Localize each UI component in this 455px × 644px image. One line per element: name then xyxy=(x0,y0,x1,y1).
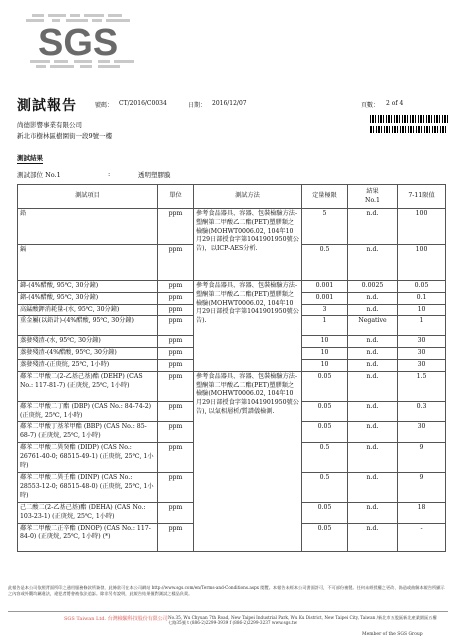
cell-limit: 0.3 xyxy=(398,401,446,422)
cell-limit: 100 xyxy=(398,245,446,281)
cell-unit: ppm xyxy=(158,472,194,502)
cell-unit: ppm xyxy=(158,209,194,245)
cell-result: n.d. xyxy=(348,401,398,422)
cell-mdl: 3 xyxy=(302,304,348,316)
cell-result: n.d. xyxy=(348,348,398,360)
page-label: 頁數： xyxy=(361,102,380,109)
cell-method: 參考食品器具、容器、包裝檢驗方法-塑酮第二甲酸乙二酯(PET)塑膠類之檢驗(MOHWT0006.02, 104年10月29日部授食字第1041901950號公告)，以ICP-AES分析. xyxy=(194,209,302,281)
cell-method: 參考食品器具、容器、包裝檢驗方法-塑酮第二甲酸乙二酯(PET)塑膠類之檢驗(MOHWT0006.02, 104年10月29日部授食字第1041901950號公告), 以氣相層析/質譜儀檢測. xyxy=(194,371,302,551)
cell-limit: 9 xyxy=(398,472,446,502)
cell-unit: ppm xyxy=(158,422,194,443)
cell-item: 銻-(4%醋酸, 95℃, 30分鐘) xyxy=(18,281,158,293)
member-note: Member of the SGS Group xyxy=(362,632,423,637)
cell-limit: 100 xyxy=(398,209,446,245)
cell-mdl: 0.05 xyxy=(302,422,348,443)
company-name: 尚德影響事業有限公司 xyxy=(17,121,82,129)
cell-limit: 1 xyxy=(398,316,446,336)
cell-method: 參考食品器具、容器、包裝檢驗方法-塑酮第二甲酸乙二酯(PET)塑膠類之檢驗(MOHWT0006.02, 104年10月29日部授食字第1041901950號公告). xyxy=(194,281,302,372)
header-result-no: No.1 xyxy=(365,196,380,204)
cell-unit: ppm xyxy=(158,304,194,316)
cell-item: 鄰苯二甲酸二異癸酯 (DIDP) (CAS No.: 26761-40-0; 68515-49-1) (正庚烷, 25℃, 1小時) xyxy=(18,442,158,472)
cell-limit: 1.5 xyxy=(398,371,446,401)
cell-unit: ppm xyxy=(158,442,194,472)
cell-result: Negative xyxy=(348,316,398,336)
cell-item: 鄰苯二甲酸二異壬酯 (DINP) (CAS No.: 28553-12-0; 68515-48-0) (正庚烷, 25℃, 1小時) xyxy=(18,472,158,502)
cell-result: n.d. xyxy=(348,336,398,348)
cell-mdl: 10 xyxy=(302,336,348,348)
cell-item: 蒸發殘渣-(4%醋酸, 95℃, 30分鐘) xyxy=(18,348,158,360)
barcode-2 xyxy=(370,126,448,133)
cell-unit: ppm xyxy=(158,316,194,336)
cell-unit: ppm xyxy=(158,292,194,304)
cell-mdl: 0.5 xyxy=(302,442,348,472)
cell-result: n.d. xyxy=(348,292,398,304)
cell-mdl: 5 xyxy=(302,209,348,245)
cell-mdl: 0.001 xyxy=(302,281,348,293)
cell-result: n.d. xyxy=(348,442,398,472)
table-row xyxy=(18,209,446,245)
report-date: 2016/12/07 xyxy=(212,100,247,107)
cell-result: n.d. xyxy=(348,245,398,281)
footer-disclaimer: 此報告是本公司依照背面所印之通用服務條款所簽發，此條款可在本公司網站 http://www.sgs.com/en/Terms-and-Conditions.aspx 閱覽。本報告未經本公司書面許可，不可部份複製。任何未經授權之更改、偽造或曲解本報告所顯示之內容或外觀均屬違法，違犯者將會被依法追訴。除非另有說明，此報告結果僅對測試之樣品負責。 xyxy=(8,585,445,596)
table-header-row xyxy=(18,185,446,209)
header-method: 測試方法 xyxy=(194,185,302,209)
header-mdl: 定量極限 xyxy=(302,185,348,209)
cell-result: n.d. xyxy=(348,209,398,245)
cell-limit: 30 xyxy=(398,348,446,360)
sgs-logo xyxy=(22,12,142,72)
table-row xyxy=(18,371,446,401)
header-item: 測試項目 xyxy=(18,185,158,209)
header-unit: 單位 xyxy=(158,185,194,209)
cell-unit: ppm xyxy=(158,245,194,281)
results-table xyxy=(17,184,446,552)
report-no: CT/2016/C0034 xyxy=(119,100,167,107)
footer-address: No.35, Wu Chyuan 7th Road, New Taipei Industrial Park, Wu Ku District, New Taipei City, Taiwan /新北市五股區新北產業園區五權七路35號 t (886-2)2299-3939 f (886-2)2299-3237 www.sgs.tw xyxy=(168,615,437,626)
cell-item: 鄰苯二甲酸二(2-乙基己基)酯 (DEHP) (CAS No.: 117-81-7) (正庚烷, 25℃, 1小時) xyxy=(18,371,158,401)
cell-mdl: 1 xyxy=(302,316,348,336)
cell-item: 鉛 xyxy=(18,209,158,245)
cell-item: 蒸發殘渣-(水, 95℃, 30分鐘) xyxy=(18,336,158,348)
cell-unit: ppm xyxy=(158,281,194,293)
page-number: 2 of 4 xyxy=(386,100,404,107)
cell-item: 重金屬(以鉛計)-(4%醋酸, 95℃, 30分鐘) xyxy=(18,316,158,336)
logo-text: SGS xyxy=(38,22,119,64)
date-label: 日期： xyxy=(188,102,207,109)
cell-item: 鎘 xyxy=(18,245,158,281)
cell-unit: ppm xyxy=(158,371,194,401)
cell-unit: ppm xyxy=(158,401,194,422)
header-result-label: 結果 xyxy=(366,187,379,195)
cell-mdl: 0.5 xyxy=(302,472,348,502)
cell-unit: ppm xyxy=(158,502,194,523)
cell-unit: ppm xyxy=(158,336,194,348)
sample-label: 測試部位 No.1 xyxy=(17,171,61,179)
cell-limit: 30 xyxy=(398,336,446,348)
cell-mdl: 10 xyxy=(302,359,348,371)
cell-result: n.d. xyxy=(348,502,398,523)
cell-limit: - xyxy=(398,523,446,551)
cell-result: n.d. xyxy=(348,472,398,502)
cell-mdl: 0.05 xyxy=(302,523,348,551)
cell-limit: 9 xyxy=(398,442,446,472)
cell-unit: ppm xyxy=(158,523,194,551)
cell-mdl: 0.5 xyxy=(302,245,348,281)
cell-limit: 30 xyxy=(398,422,446,443)
cell-result: n.d. xyxy=(348,359,398,371)
footer-company: SGS Taiwan Ltd. 台灣檢驗科技股份有限公司 xyxy=(64,616,168,622)
cell-mdl: 0.05 xyxy=(302,371,348,401)
cell-mdl: 0.05 xyxy=(302,502,348,523)
cell-limit: 0.1 xyxy=(398,292,446,304)
cell-limit: 0.05 xyxy=(398,281,446,293)
report-no-label: 號碼： xyxy=(95,102,114,109)
cell-item: 鄰苯二甲酸丁基苯甲酯 (BBP) (CAS No.: 85-68-7) (正庚烷, 25℃, 1小時) xyxy=(18,422,158,443)
table-row xyxy=(18,281,446,293)
cell-mdl: 0.05 xyxy=(302,401,348,422)
barcode-1 xyxy=(370,115,448,123)
cell-item: 高錳酸鉀消耗量-(水, 95℃, 30分鐘) xyxy=(18,304,158,316)
cell-item: 己二酸二(2-乙基己基)酯 (DEHA) (CAS No.: 103-23-1) (正庚烷, 25℃, 1小時) xyxy=(18,502,158,523)
sample-description: 透明塑膠膜 xyxy=(138,171,171,179)
cell-item: 蒸發殘渣-(正庚烷, 25℃, 1小時) xyxy=(18,359,158,371)
header-result xyxy=(348,185,398,209)
cell-item: 鄰苯二甲酸二正辛酯 (DNOP) (CAS No.: 117-84-0) (正庚烷, 25℃, 1小時) (*) xyxy=(18,523,158,551)
cell-limit: 30 xyxy=(398,359,446,371)
cell-unit: ppm xyxy=(158,359,194,371)
header-limit: 7-11限值 xyxy=(398,185,446,209)
sample-colon: : xyxy=(108,170,111,178)
cell-item: 鄰苯二甲酸二丁酯 (DBP) (CAS No.: 84-74-2) (正庚烷, 25℃, 1小時) xyxy=(18,401,158,422)
cell-limit: 10 xyxy=(398,304,446,316)
company-address: 新北市樹林區樹園街一段9號一樓 xyxy=(17,132,113,140)
cell-mdl: 0.001 xyxy=(302,292,348,304)
cell-mdl: 10 xyxy=(302,348,348,360)
cell-result: n.d. xyxy=(348,371,398,401)
cell-result: 0.0025 xyxy=(348,281,398,293)
report-title: 測試報告 xyxy=(17,98,77,114)
cell-limit: 18 xyxy=(398,502,446,523)
cell-result: n.d. xyxy=(348,304,398,316)
cell-unit: ppm xyxy=(158,348,194,360)
cell-result: n.d. xyxy=(348,523,398,551)
cell-item: 鍺-(4%醋酸, 95℃, 30分鐘) xyxy=(18,292,158,304)
results-title: 測試結果 xyxy=(17,154,43,162)
cell-result: n.d. xyxy=(348,422,398,443)
footer-divider xyxy=(8,611,448,612)
